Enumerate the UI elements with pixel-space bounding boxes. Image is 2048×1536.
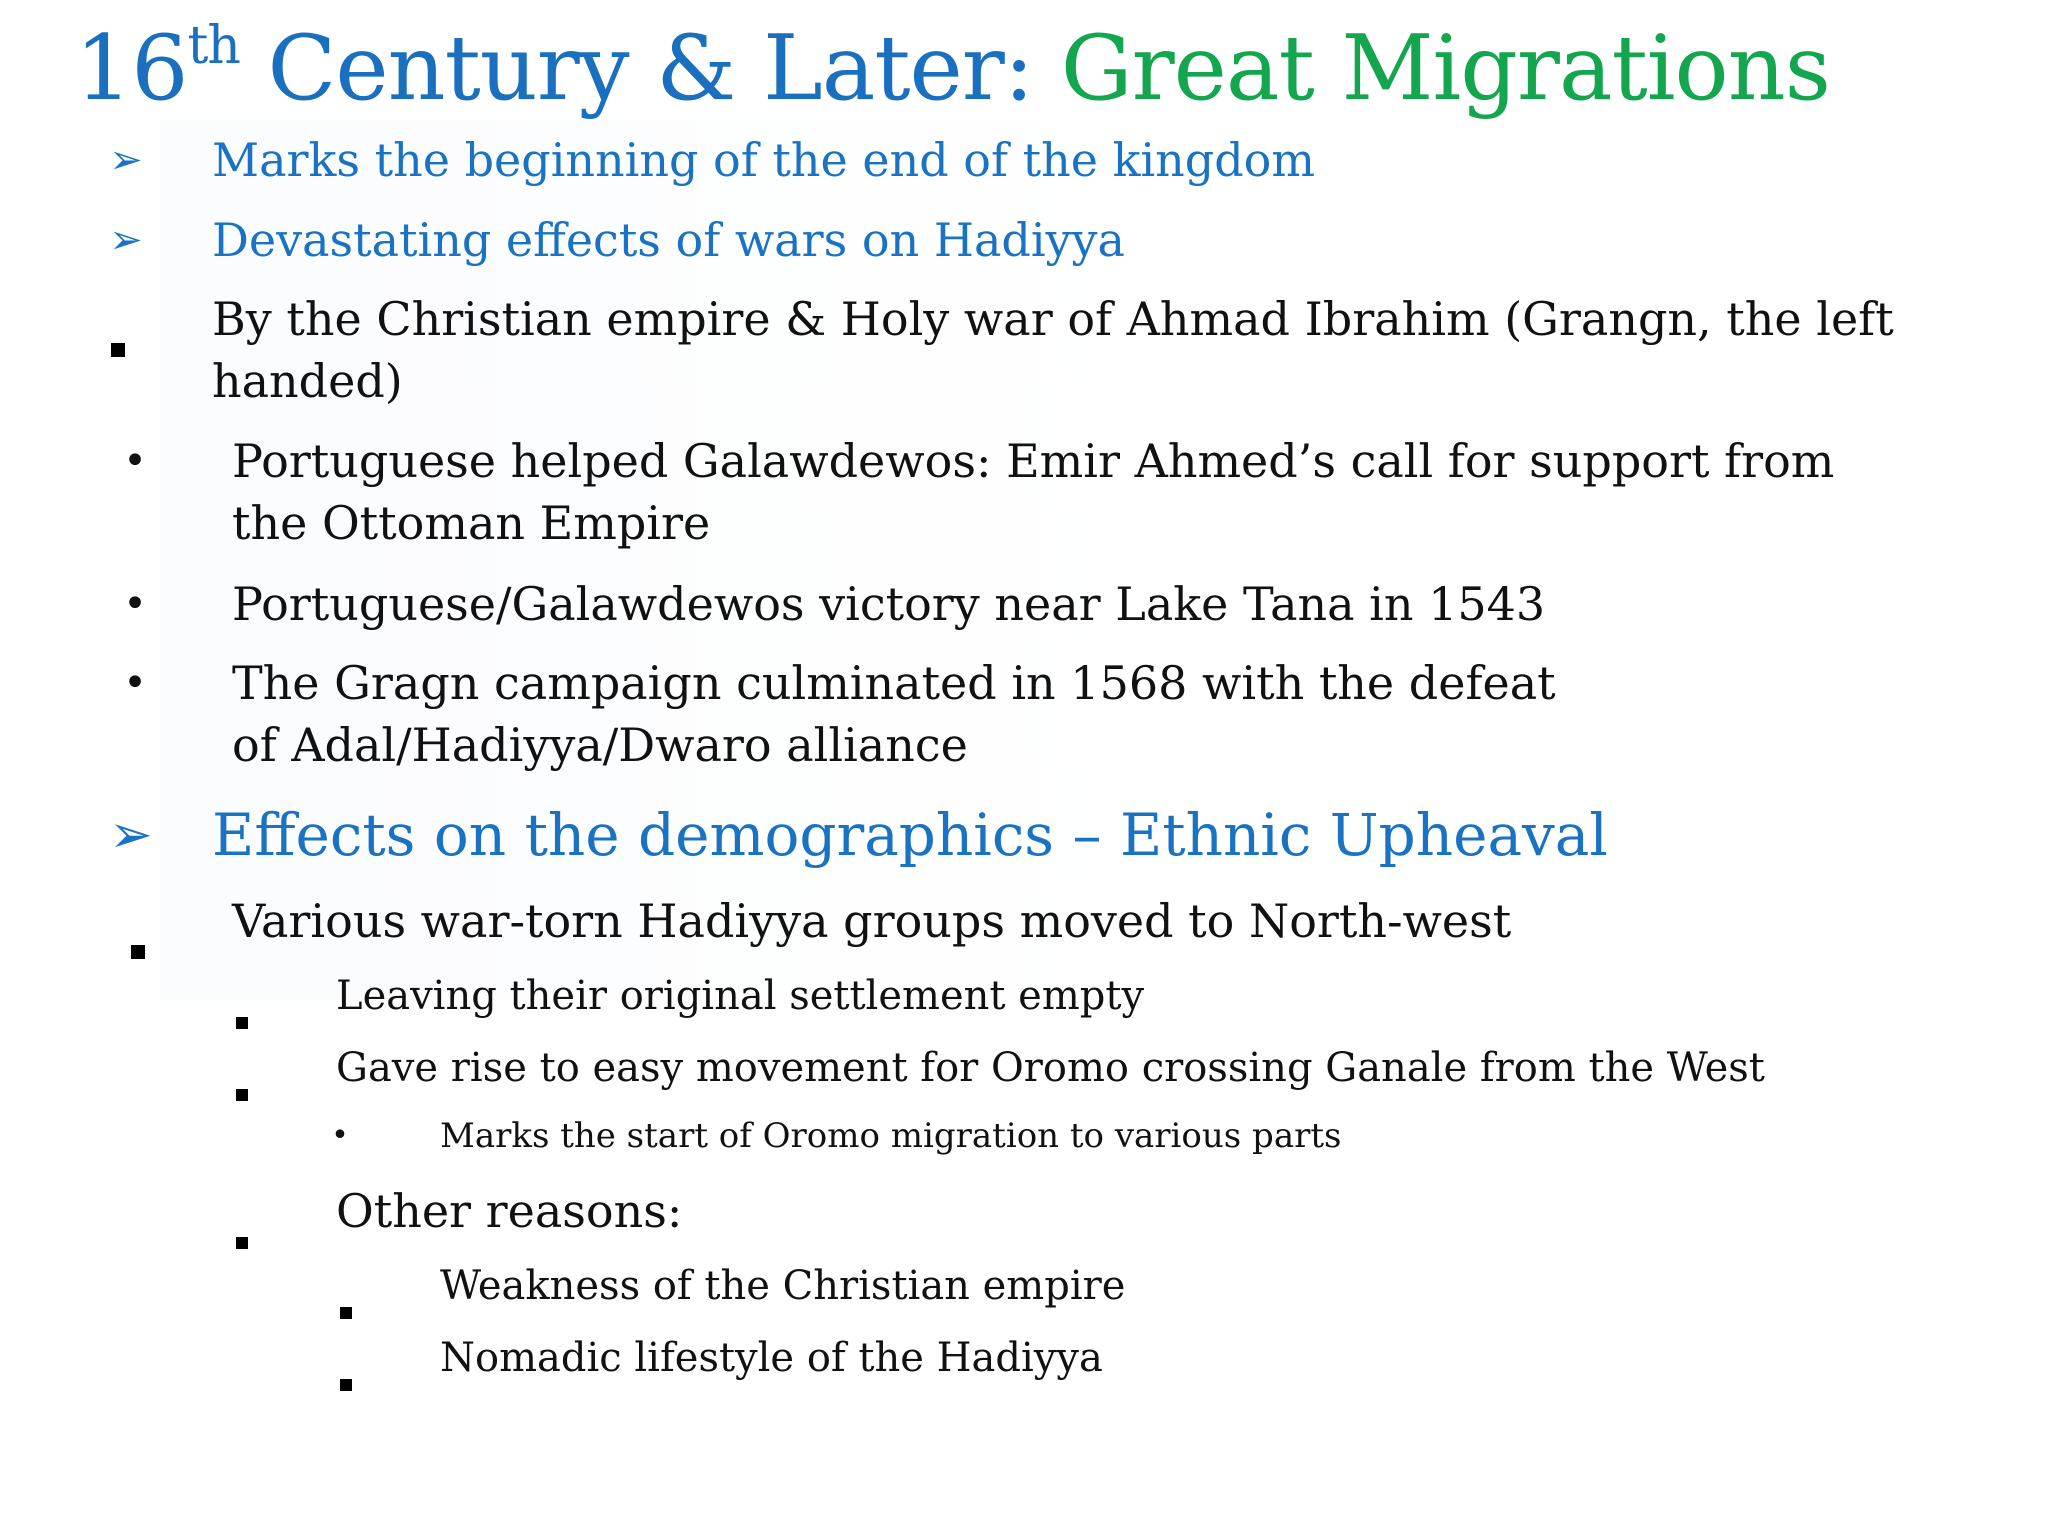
- bullet-item-1: [0, 130, 2048, 200]
- square-icon: [128, 912, 148, 974]
- bullet-item-10: [0, 1040, 2048, 1100]
- bullet-item-5: [0, 573, 2048, 643]
- square-icon: [108, 310, 128, 372]
- bullet-text: Other reasons:: [336, 1184, 683, 1238]
- bullet-text: Marks the start of Oromo migration to various parts: [440, 1116, 1342, 1156]
- bullet-item-3: [0, 288, 2048, 418]
- bullet-item-4: [0, 430, 2048, 560]
- bullet-item-6: [0, 652, 2048, 782]
- bullet-item-13: [0, 1258, 2048, 1318]
- square-icon: [234, 988, 250, 1044]
- bullet-text: Nomadic lifestyle of the Hadiyya: [440, 1335, 1103, 1381]
- dot-icon: •: [123, 660, 147, 706]
- bullet-text: Gave rise to easy movement for Oromo crossing Ganale from the West: [336, 1045, 1765, 1091]
- dot-icon: •: [123, 438, 147, 484]
- square-icon: [338, 1278, 354, 1334]
- dot-icon: •: [331, 1118, 349, 1153]
- title-part-2: Great Migrations: [1060, 16, 1830, 121]
- title-part-1: Century & Later:: [239, 16, 1061, 121]
- slide-title: [75, 14, 1830, 137]
- bullet-text: The Gragn campaign culminated in 1568 with the defeat of Adal/Hadiyya/Dwaro alliance: [232, 656, 1556, 772]
- bullet-text: Devastating effects of wars on Hadiyya: [212, 213, 1125, 267]
- bullet-item-12: [0, 1180, 2048, 1246]
- title-number: 16: [75, 16, 188, 121]
- bullet-text: By the Christian empire & Holy war of Ahmad Ibrahim (Grangn, the left handed): [212, 292, 1894, 408]
- title-superscript: th: [187, 16, 240, 76]
- bullet-text: Leaving their original settlement empty: [336, 973, 1145, 1019]
- square-icon: [338, 1350, 354, 1406]
- square-icon: [234, 1202, 250, 1264]
- arrow-icon: ➢: [109, 805, 153, 865]
- bullet-item-11: [0, 1112, 2048, 1162]
- bullet-text: Various war-torn Hadiyya groups moved to North-west: [232, 894, 1512, 948]
- bullet-item-14: [0, 1330, 2048, 1390]
- bullet-text: Portuguese/Galawdewos victory near Lake Tana in 1543: [232, 577, 1546, 631]
- bullet-text: Marks the beginning of the end of the kingdom: [212, 133, 1315, 187]
- bullet-text: Effects on the demographics – Ethnic Upheaval: [212, 801, 1608, 869]
- bullet-item-2: [0, 210, 2048, 280]
- arrow-icon: ➢: [109, 217, 143, 263]
- square-icon: [234, 1060, 250, 1116]
- bullet-text: Weakness of the Christian empire: [440, 1263, 1126, 1309]
- dot-icon: •: [123, 581, 147, 627]
- bullet-text: Portuguese helped Galawdewos: Emir Ahmed’s call for support from the Ottoman Empire: [232, 434, 1835, 550]
- arrow-icon: ➢: [109, 137, 143, 183]
- bullet-item-8: [0, 890, 2048, 956]
- bullet-item-7: [0, 798, 2048, 878]
- bullet-item-9: [0, 968, 2048, 1028]
